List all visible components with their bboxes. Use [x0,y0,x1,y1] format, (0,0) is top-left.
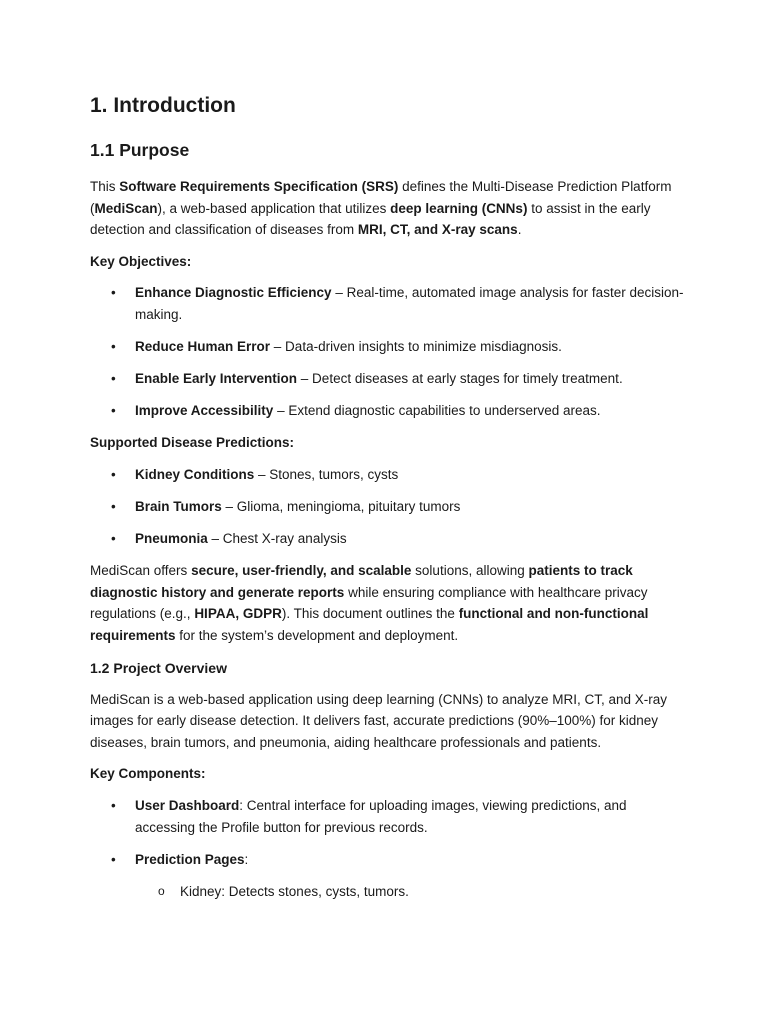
bold-run: patients to track diagnostic history and generate reports [90,563,633,600]
bullet-icon: • [111,339,116,355]
purpose-heading: 1.1 Purpose [90,140,190,160]
overview-heading: 1.2 Project Overview [90,659,227,676]
item-desc: – Data-driven insights to minimize misdiagnosis. [270,339,562,355]
list-item [90,496,684,518]
item-desc: – Extend diagnostic capabilities to underserved areas. [273,403,601,419]
mediscan-summary-paragraph [90,560,684,646]
bullet-icon: • [111,499,116,515]
list-item [90,464,684,486]
list-item [90,400,684,422]
sub-list-item [90,881,684,903]
diseases-list [90,464,684,550]
overview-paragraph: MediScan is a web-based application using deep learning (CNNs) to analyze MRI, CT, and X-ray images for early disease detection. It delivers fast, accurate predictions (90%–100%) for kidney diseases, brain tumors, and pneumonia, aiding healthcare professionals and patients. [90,691,668,750]
purpose-paragraph [90,176,684,241]
bold-run: deep learning (CNNs) [390,200,528,216]
item-desc: – Chest X-ray analysis [207,531,347,547]
item-title: Improve Accessibility [135,403,274,419]
text-run: ), a web-based application that utilizes [157,200,391,216]
item-text: Kidney: Detects stones, cysts, tumors. [180,884,409,900]
text-run: defines the Multi-Disease Prediction Platform ( [90,179,672,216]
prediction-pages-sublist [90,881,684,903]
diseases-label: Supported Disease Predictions: [90,435,295,451]
text-run: to assist in the early detection and classification of diseases from [90,200,651,238]
bullet-icon: • [111,531,116,547]
item-desc: – Real-time, automated image analysis for faster decision-making. [135,285,684,322]
list-item [90,528,684,550]
item-desc: : Central interface for uploading images, viewing predictions, and accessing the Profile button for previous records. [135,797,627,835]
item-title: Prediction Pages [135,851,245,867]
bullet-icon: • [111,797,116,813]
circle-bullet-icon: o [158,884,165,899]
bullet-icon: • [111,403,116,419]
list-item [90,795,684,838]
list-item [90,282,684,325]
components-label: Key Components: [90,766,206,782]
item-title: Reduce Human Error [135,339,271,355]
item-title: Kidney Conditions [135,466,255,482]
item-title: User Dashboard [135,797,240,813]
text-run: while ensuring compliance with healthcare privacy regulations (e.g., [90,584,648,622]
text-run: solutions, allowing [411,563,529,579]
item-desc: – Detect diseases at early stages for timely treatment. [297,371,623,387]
objectives-list [90,282,684,421]
item-desc: – Stones, tumors, cysts [254,466,399,482]
list-item [90,368,684,390]
bullet-icon: • [111,851,116,867]
item-desc: : [244,851,249,867]
bold-run: functional and non-functional requirements [90,606,649,643]
text-run: ). This document outlines the [281,606,459,622]
item-title: Enable Early Intervention [135,371,298,387]
item-title: Brain Tumors [135,499,222,515]
components-list [90,795,684,870]
text-run: MediScan offers [90,563,192,579]
list-item [90,336,684,358]
bold-run: MediScan [94,200,158,216]
bullet-icon: • [111,371,116,387]
text-run: This [90,179,120,194]
bold-run: MRI, CT, and X-ray scans [357,222,518,238]
item-title: Enhance Diagnostic Efficiency [135,285,332,301]
item-desc: – Glioma, meningioma, pituitary tumors [221,499,461,515]
bold-run: secure, user-friendly, and scalable [191,563,412,579]
item-title: Pneumonia [135,531,208,547]
text-run: for the system’s development and deployment. [175,628,459,643]
bullet-icon: • [111,285,116,301]
section-title: 1. Introduction [90,94,236,117]
objectives-label: Key Objectives: [90,253,192,269]
bold-run: Software Requirements Specification (SRS) [119,179,399,194]
bold-run: HIPAA, GDPR [194,606,282,622]
bullet-icon: • [111,466,116,482]
text-run: . [517,222,522,238]
list-item [90,849,684,871]
